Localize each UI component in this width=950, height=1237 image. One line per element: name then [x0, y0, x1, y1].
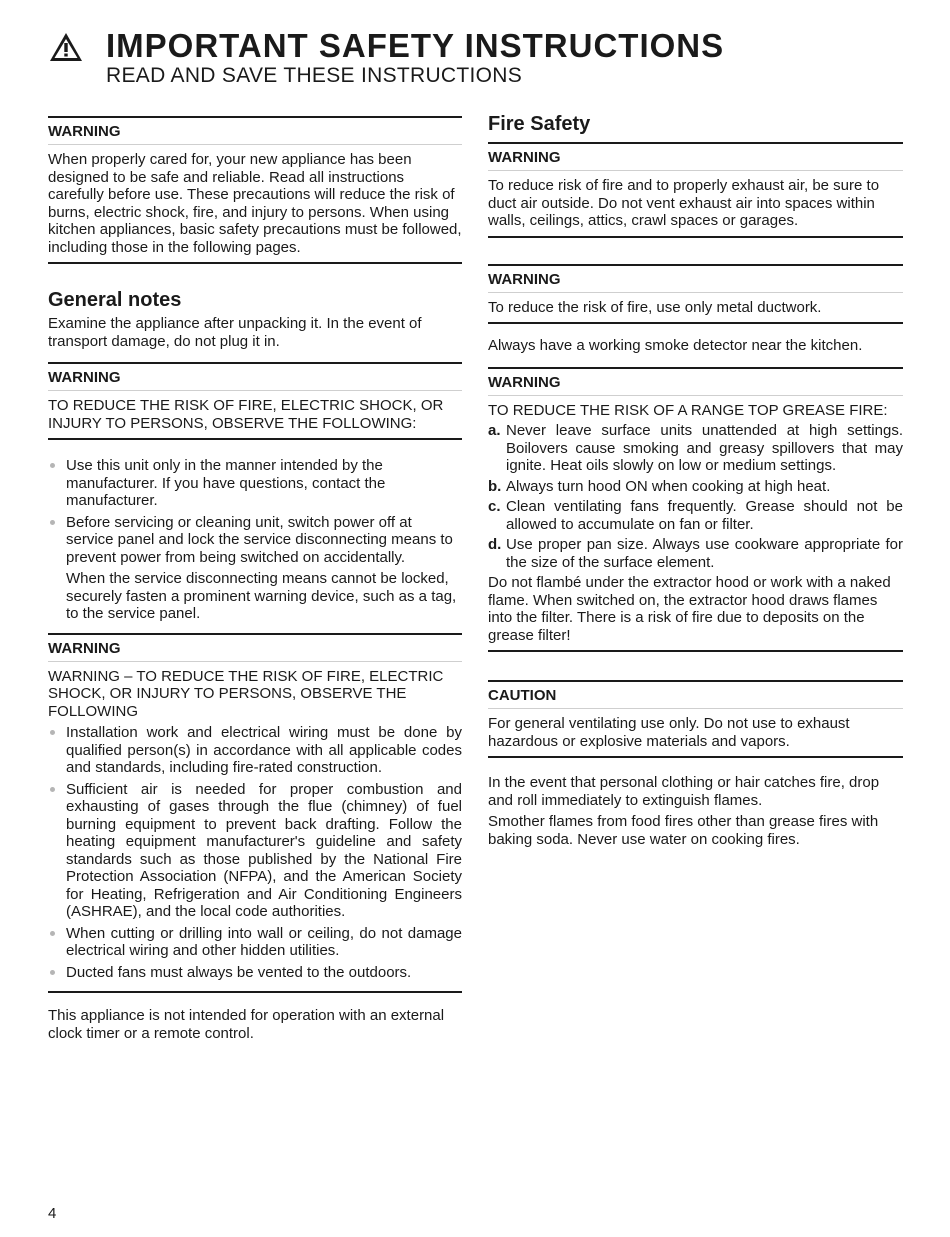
- list-item: Before servicing or cleaning unit, switch power off at service panel and lock the service disconnecting means to prevent power from being switched on accidentally. When the service disconnecting means cannot be locked, securely fasten a prominent warning device, such as a tag, to the service panel.: [48, 514, 462, 623]
- general-notes-heading: General notes: [48, 289, 182, 311]
- list-letter: d.: [488, 536, 502, 553]
- warning-box-installation: [48, 633, 462, 994]
- bullet-list-installation: [48, 724, 462, 981]
- warning-duct-text: To reduce risk of fire and to properly exhaust air, be sure to duct air outside. Do not vent exhaust air into spaces within walls, ceilings, attics, crawl spaces or garages.: [488, 177, 880, 229]
- list-item: When cutting or drilling into wall or ceiling, do not damage electrical wiring and other hidden utilities.: [48, 925, 462, 960]
- bullet-icon: [50, 520, 55, 525]
- list-letter: c.: [488, 498, 501, 515]
- bullet-icon: [50, 787, 55, 792]
- flambe-note: Do not flambé under the extractor hood or work with a naked flame. When switched on, the extractor hood draws flames into the filter. There is a risk of fire due to deposits on the grease filter!: [488, 574, 891, 644]
- warning-intro-text: When properly cared for, your new appliance has been designed to be safe and reliable. Read all instructions carefully before use. These precautions will reduce the risk of burns, electric shock, fire, and injury to persons. When using kitchen appliances, basic safety precautions must be followed, including those in the following pages.: [48, 151, 462, 256]
- general-notes-text: Examine the appliance after unpacking it. In the event of transport damage, do not plug it in.: [48, 315, 422, 350]
- caution-box: [488, 680, 903, 758]
- warning-label: WARNING: [48, 635, 462, 662]
- warning-metal-text: To reduce the risk of fire, use only metal ductwork.: [488, 298, 822, 316]
- left-column: [48, 116, 462, 1042]
- warning-grease-text: TO REDUCE THE RISK OF A RANGE TOP GREASE FIRE:: [488, 401, 888, 419]
- caution-text: For general ventilating use only. Do not use to exhaust hazardous or explosive materials and vapors.: [488, 715, 850, 750]
- list-item: b. Always turn hood ON when cooking at high heat.: [488, 477, 831, 495]
- title-row: [48, 28, 908, 64]
- closing-note: This appliance is not intended for operation with an external clock timer or a remote control.: [48, 1007, 445, 1042]
- bullet-icon: [50, 730, 55, 735]
- list-item: Installation work and electrical wiring must be done by qualified person(s) in accordance with all applicable codes and standards, including fire-rated construction.: [48, 724, 462, 777]
- clothing-fire-note: In the event that personal clothing or hair catches fire, drop and roll immediately to extinguish flames.: [488, 774, 880, 809]
- smother-flames-note: Smother flames from food fires other than grease fires with baking soda. Never use water on cooking fires.: [488, 813, 879, 848]
- bullet-icon: [50, 970, 55, 975]
- caution-label: CAUTION: [488, 682, 903, 709]
- list-item: Ducted fans must always be vented to the outdoors.: [48, 964, 462, 982]
- page-title: IMPORTANT SAFETY INSTRUCTIONS: [106, 27, 725, 64]
- list-item-note: When the service disconnecting means cannot be locked, securely fasten a prominent warning device, such as a tag, to the service panel.: [66, 570, 457, 622]
- bullet-list-usage: [48, 457, 462, 623]
- warning-label: WARNING: [48, 364, 462, 391]
- list-item: Sufficient air is needed for proper combustion and exhausting of gases through the flue (chimney) of fuel burning equipment to prevent back drafting. Follow the heating equipment manufacturer's guideline and safety standards such as those published by the National Fire Protection Association (NFPA), and the American Society for Heating, Refrigeration and Air Conditioning Engineers (ASHRAE), and the local code authorities.: [48, 781, 462, 921]
- list-item: c. Clean ventilating fans frequently. Grease should not be allowed to accumulate on fan or filter.: [488, 498, 903, 533]
- bullet-icon: [50, 931, 55, 936]
- right-column: [488, 113, 903, 848]
- warning-label: WARNING: [488, 144, 903, 171]
- list-item: a. Never leave surface units unattended at high settings. Boilovers cause smoking and greasy spillovers that may ignite. Heat oils slowly on low or medium settings.: [488, 422, 903, 474]
- page-subtitle: READ AND SAVE THESE INSTRUCTIONS: [106, 64, 523, 87]
- fire-safety-heading: Fire Safety: [488, 113, 591, 135]
- warning-label: WARNING: [488, 369, 903, 396]
- warning-label: WARNING: [48, 118, 462, 145]
- list-letter: a.: [488, 422, 501, 439]
- warning-installation-text: WARNING – TO REDUCE THE RISK OF FIRE, ELECTRIC SHOCK, OR INJURY TO PERSONS, OBSERVE THE FOLLOWING: [48, 667, 444, 720]
- page-number: 4: [48, 1205, 57, 1222]
- warning-box-intro: [48, 116, 462, 264]
- warning-box-grease: [488, 367, 903, 653]
- warning-box-shock: [48, 362, 462, 440]
- smoke-detector-note: Always have a working smoke detector near the kitchen.: [488, 337, 863, 354]
- list-item: Use this unit only in the manner intended by the manufacturer. If you have questions, contact the manufacturer.: [48, 457, 462, 510]
- list-item: d. Use proper pan size. Always use cookware appropriate for the size of the surface element.: [488, 536, 903, 571]
- bullet-icon: [50, 463, 55, 468]
- warning-shock-text: TO REDUCE THE RISK OF FIRE, ELECTRIC SHOCK, OR INJURY TO PERSONS, OBSERVE THE FOLLOWING:: [48, 397, 444, 432]
- warning-label: WARNING: [488, 266, 903, 293]
- lettered-list-grease: [488, 422, 903, 571]
- warning-box-duct: [488, 142, 903, 238]
- list-letter: b.: [488, 477, 502, 495]
- warning-triangle-icon: [48, 31, 84, 63]
- page-header: [48, 28, 908, 88]
- warning-box-metal: [488, 264, 903, 325]
